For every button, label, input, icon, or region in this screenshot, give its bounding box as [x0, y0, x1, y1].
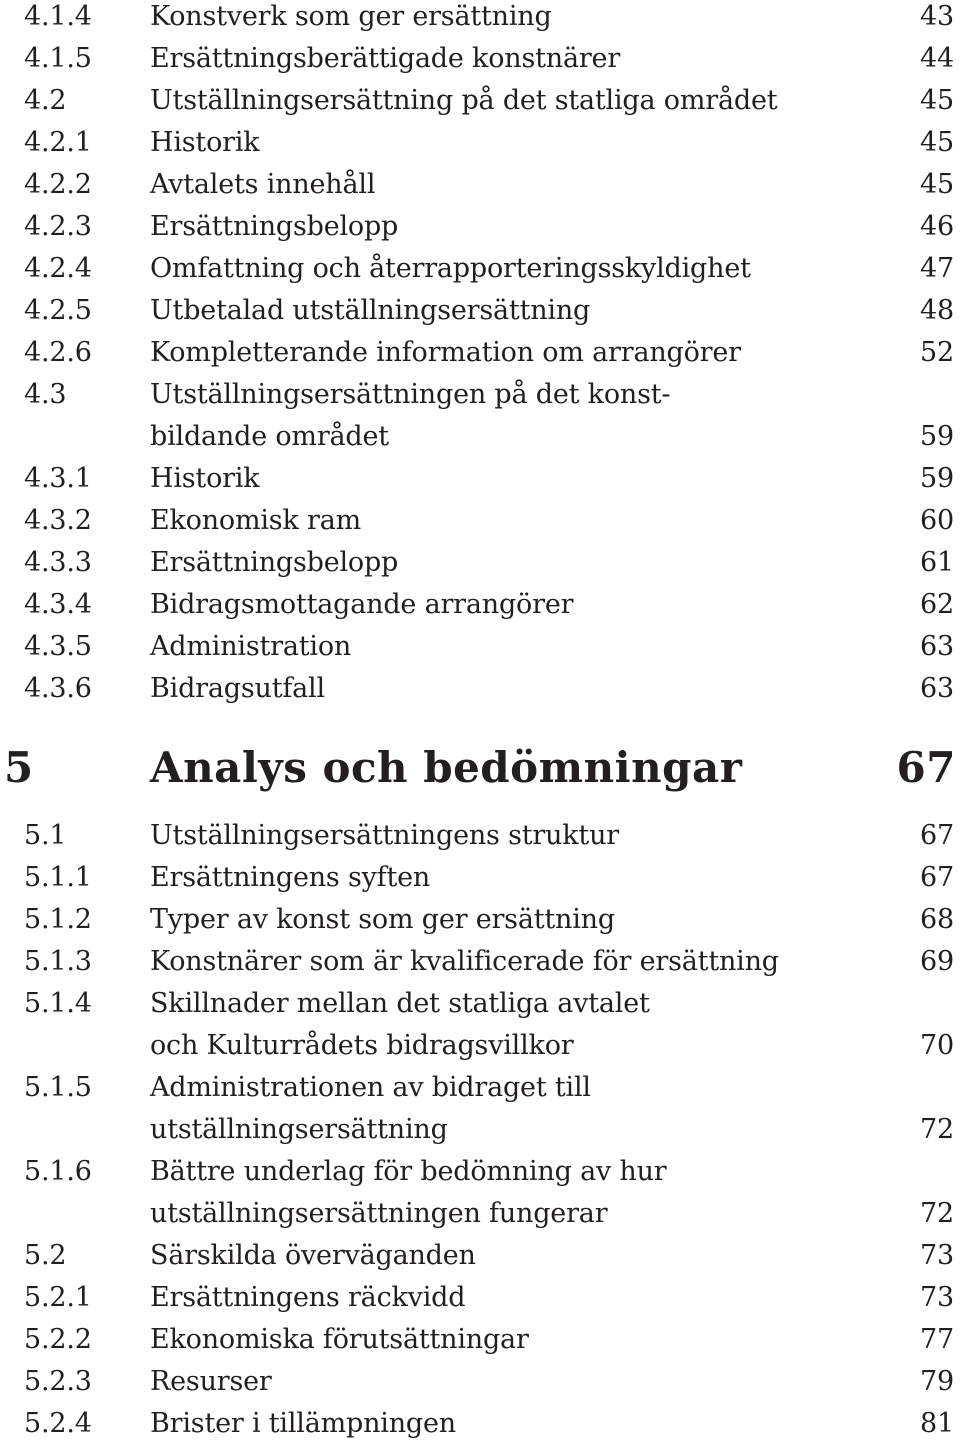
- toc-section-number: 5.1.3: [24, 946, 92, 977]
- toc-entry: [0, 374, 960, 416]
- toc-section-title: utställningsersättningen fungerar: [150, 1198, 608, 1229]
- toc-section-title: Konstverk som ger ersättning: [150, 1, 552, 32]
- toc-entry: [0, 815, 960, 857]
- toc-page-number: 48: [920, 295, 954, 326]
- toc-section-title: Resurser: [150, 1366, 272, 1397]
- toc-section-title: Utställningsersättning på det statliga området: [150, 85, 778, 116]
- toc-entry: [0, 857, 960, 899]
- toc-entry: [0, 1109, 960, 1151]
- toc-section-number: 4.3.6: [24, 673, 92, 704]
- toc-section-number: 4.3.1: [24, 463, 92, 494]
- toc-section-title: Brister i tillämpningen: [150, 1408, 456, 1439]
- toc-section-number: 5.1.5: [24, 1072, 92, 1103]
- toc-section-number: 5.1: [24, 820, 67, 851]
- toc-entry: [0, 458, 960, 500]
- toc-section-title: Bidragsmottagande arrangörer: [150, 589, 574, 620]
- toc-page-number: 63: [920, 631, 954, 662]
- toc-section-number: 4.3.2: [24, 505, 92, 536]
- toc-page-number: 45: [920, 127, 954, 158]
- toc-section-title: Bättre underlag för bedömning av hur: [150, 1156, 667, 1187]
- toc-section-title: Utställningsersättningens struktur: [150, 820, 619, 851]
- toc-entry: [0, 122, 960, 164]
- toc-page-number: 69: [920, 946, 954, 977]
- toc-section-title: Historik: [150, 127, 260, 158]
- toc-chapter-heading: [0, 733, 960, 803]
- toc-page-number: 68: [920, 904, 954, 935]
- toc-section-number: 4.3.5: [24, 631, 92, 662]
- toc-section-title: Administration: [150, 631, 352, 662]
- toc-section-title: utställningsersättning: [150, 1114, 448, 1145]
- toc-section-title: Utbetalad utställningsersättning: [150, 295, 591, 326]
- toc-section-title: Utställningsersättningen på det konst-: [150, 379, 671, 410]
- toc-entry: [0, 1277, 960, 1319]
- toc-section-number: 4.3: [24, 379, 67, 410]
- toc-section-number: 5.2.1: [24, 1282, 92, 1313]
- toc-entry: [0, 1193, 960, 1235]
- toc-page-number: 44: [920, 43, 954, 74]
- toc-section-number: 5: [4, 743, 34, 792]
- toc-page-number: 73: [920, 1240, 954, 1271]
- toc-section-title: Bidragsutfall: [150, 673, 325, 704]
- toc-page-number: 67: [920, 820, 954, 851]
- toc-entry: [0, 626, 960, 668]
- toc-section-title: Kompletterande information om arrangörer: [150, 337, 741, 368]
- toc-entry: [0, 38, 960, 80]
- toc-entry: [0, 0, 960, 38]
- toc-page-number: 67: [896, 743, 956, 792]
- toc-entry: [0, 983, 960, 1025]
- toc-entry: [0, 416, 960, 458]
- toc-entry: [0, 899, 960, 941]
- toc-page-number: 67: [920, 862, 954, 893]
- toc-entry: [0, 668, 960, 710]
- toc-section-number: 4.2.1: [24, 127, 92, 158]
- toc-section-title: Skillnader mellan det statliga avtalet: [150, 988, 650, 1019]
- toc-section-title: Särskilda överväganden: [150, 1240, 476, 1271]
- toc-section-title: Administrationen av bidraget till: [150, 1072, 591, 1103]
- toc-page-number: 60: [920, 505, 954, 536]
- toc-entry: [0, 500, 960, 542]
- toc-section-title: Typer av konst som ger ersättning: [150, 904, 615, 935]
- toc-section-title: Avtalets innehåll: [150, 169, 376, 200]
- toc-entry: [0, 584, 960, 626]
- toc-section-number: 5.2.3: [24, 1366, 92, 1397]
- toc-page-number: 45: [920, 85, 954, 116]
- toc-section-number: 5.2: [24, 1240, 67, 1271]
- toc-entry: [0, 332, 960, 374]
- toc-page-number: 73: [920, 1282, 954, 1313]
- toc-page-number: 47: [920, 253, 954, 284]
- toc-entry: [0, 1025, 960, 1067]
- toc-section-title: Ersättningsbelopp: [150, 211, 399, 242]
- toc-section-number: 4.2.4: [24, 253, 92, 284]
- toc-page-number: 43: [920, 1, 954, 32]
- toc-section-number: 4.2.5: [24, 295, 92, 326]
- toc-section-number: 5.1.4: [24, 988, 92, 1019]
- toc-page-number: 63: [920, 673, 954, 704]
- toc-section-title: Omfattning och återrapporteringsskyldighet: [150, 253, 751, 284]
- toc-section-title: Konstnärer som är kvalificerade för ersättning: [150, 946, 779, 977]
- toc-page-number: 52: [920, 337, 954, 368]
- toc-page-number: 81: [920, 1408, 954, 1439]
- toc-entry: [0, 206, 960, 248]
- toc-page-number: 79: [920, 1366, 954, 1397]
- toc-section-number: 4.2.3: [24, 211, 92, 242]
- toc-section-number: 4.2.2: [24, 169, 92, 200]
- toc-entry: [0, 1067, 960, 1109]
- toc-section-title: bildande området: [150, 421, 389, 452]
- toc-section-number: 5.1.1: [24, 862, 92, 893]
- toc-section-number: 4.1.5: [24, 43, 92, 74]
- toc-page-number: 59: [920, 421, 954, 452]
- toc-page-number: 46: [920, 211, 954, 242]
- toc-section-number: 4.3.4: [24, 589, 92, 620]
- toc-section-title: Ekonomisk ram: [150, 505, 362, 536]
- toc-page-number: 77: [920, 1324, 954, 1355]
- toc-section-title: och Kulturrådets bidragsvillkor: [150, 1030, 574, 1061]
- toc-entry: [0, 941, 960, 983]
- toc-section-number: 5.2.4: [24, 1408, 92, 1439]
- toc-section-title: Ekonomiska förutsättningar: [150, 1324, 529, 1355]
- toc-entry: [0, 164, 960, 206]
- toc-page-number: 45: [920, 169, 954, 200]
- toc-section-number: 5.1.6: [24, 1156, 92, 1187]
- toc-entry: [0, 542, 960, 584]
- toc-section-title: Historik: [150, 463, 260, 494]
- toc-section-number: 4.2.6: [24, 337, 92, 368]
- toc-section-number: 5.1.2: [24, 904, 92, 935]
- toc-entry: [0, 1403, 960, 1445]
- toc-section-title: Ersättningens räckvidd: [150, 1282, 466, 1313]
- toc-page-number: 59: [920, 463, 954, 494]
- toc-section-title: Analys och bedömningar: [150, 743, 743, 792]
- toc-entry: [0, 1151, 960, 1193]
- toc-entry: [0, 1319, 960, 1361]
- toc-entry: [0, 1235, 960, 1277]
- toc-page-number: 72: [920, 1198, 954, 1229]
- toc-entry: [0, 1361, 960, 1403]
- toc-section-number: 4.1.4: [24, 1, 92, 32]
- toc-entry: [0, 290, 960, 332]
- toc-entry: [0, 80, 960, 122]
- toc-entry: [0, 248, 960, 290]
- toc-section-number: 4.2: [24, 85, 67, 116]
- toc-section-number: 5.2.2: [24, 1324, 92, 1355]
- toc-page-number: 61: [920, 547, 954, 578]
- toc-section-number: 4.3.3: [24, 547, 92, 578]
- toc-page-number: 70: [920, 1030, 954, 1061]
- toc-section-title: Ersättningsberättigade konstnärer: [150, 43, 621, 74]
- toc-page-number: 62: [920, 589, 954, 620]
- toc-section-title: Ersättningsbelopp: [150, 547, 399, 578]
- toc-page-number: 72: [920, 1114, 954, 1145]
- toc-section-title: Ersättningens syften: [150, 862, 431, 893]
